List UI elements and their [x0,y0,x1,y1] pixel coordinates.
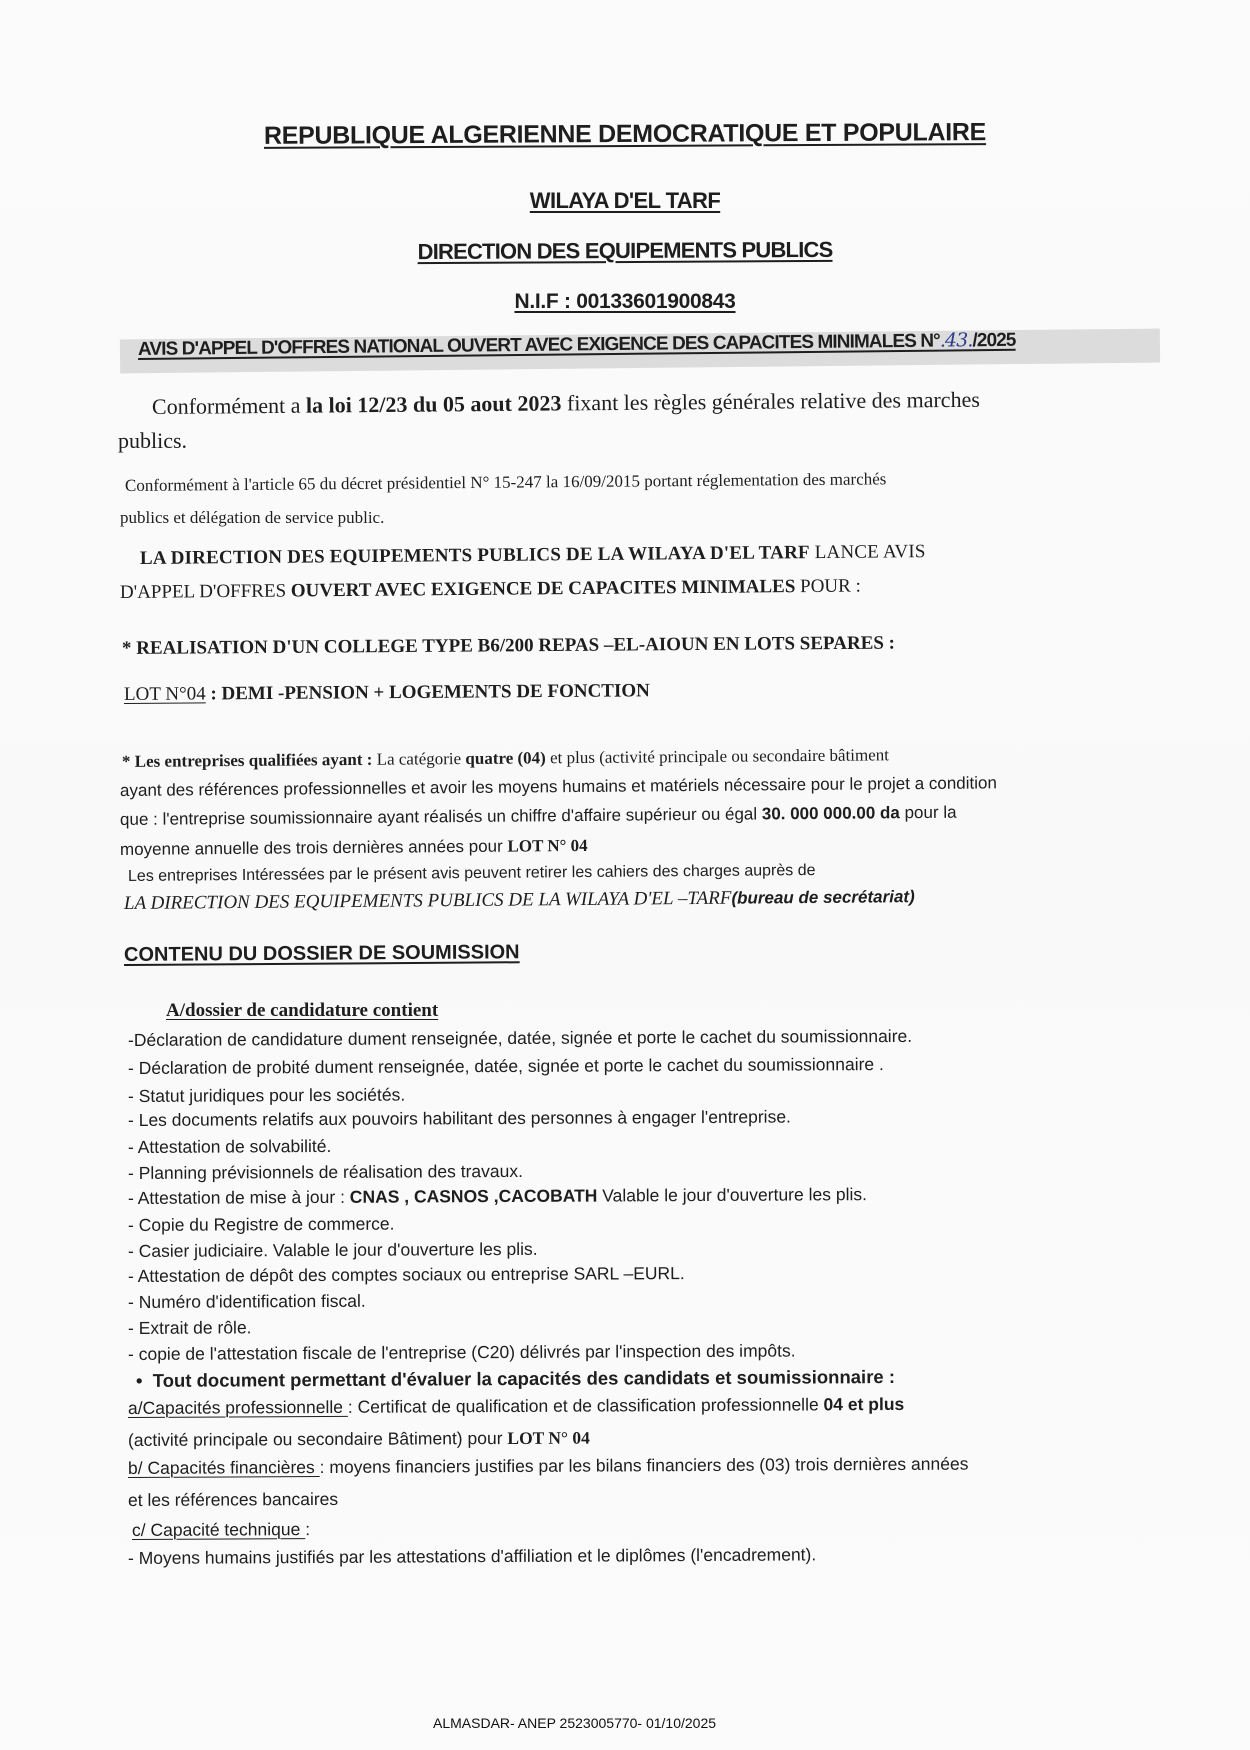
capacites-financieres-label: b/ Capacités financières [127,1456,320,1478]
retirer-address-direction: LA DIRECTION DES EQUIPEMENTS PUBLICS DE LA WILAYA D'EL –TARF [123,887,732,914]
list-item: - Extrait de rôle. [127,1317,252,1338]
bullet-icon: • [135,1369,153,1391]
qualification-post: et plus (activité principale ou secondaire bâtiment [545,745,890,768]
list-item: - copie de l'attestation fiscale de l'entreprise (C20) délivrés par l'inspection des impôts. [127,1340,796,1364]
capacites-professionnelle-label: a/Capacités professionnelle [127,1396,348,1418]
header-nif: N.I.F : 00133601900843 [514,290,736,313]
mise-a-jour-pre: - Attestation de mise à jour : [127,1186,350,1208]
list-item-mise-a-jour [128,1184,867,1209]
list-item: - Copie du Registre de commerce. [127,1213,395,1235]
qualification-line1 [122,745,889,772]
qualification-line4 [120,836,588,860]
capacite-technique-colon: : [305,1519,311,1540]
tout-document-line [136,1366,895,1392]
qualification-amount: 30. 000 000.00 da [761,803,900,824]
list-item: - Attestation de dépôt des comptes sociaux ou entreprise SARL –EURL. [127,1263,685,1286]
retirer-address [124,886,915,915]
footer-source: ALMASDAR- ANEP 2523005770- 01/10/2025 [433,1715,717,1731]
intro-law-cont: publics. [118,428,188,453]
capacites-professionnelle-lot: LOT N° 04 [507,1427,590,1449]
qualification-label: * Les entreprises qualifiées ayant : [121,749,377,771]
lance-line1 [140,541,926,570]
capacites-professionnelle-l2-pre: (activité principale ou secondaire Bâtiment) pour [127,1428,508,1450]
qualification-l4-pre: moyenne annuelle des trois dernières années pour [119,836,508,859]
project-title: * REALISATION D'UN COLLEGE TYPE B6/200 REPAS –EL-AIOUN EN LOTS SEPARES : [121,632,896,659]
contenu-title: CONTENU DU DOSSIER DE SOUMISSION [123,941,520,966]
list-item: - Numéro d'identification fiscal. [127,1290,366,1312]
capacite-technique-label: c/ Capacité technique [131,1519,306,1540]
lot-line [124,680,650,706]
tout-document-text: Tout document permettant d'évaluer la capacités des candidats et soumissionnaire : [152,1366,896,1391]
qualification-l3-pre: que : l'entreprise soumissionnaire ayant réalisés un chiffre d'affaire supérieur ou égal [119,804,762,829]
header-direction: DIRECTION DES EQUIPEMENTS PUBLICS [417,236,833,265]
dossier-candidature-title: A/dossier de candidature contient [166,1000,439,1021]
lot-label: LOT N°04 [123,683,206,705]
intro-law-post: fixant les règles générales relative des marches [561,386,980,416]
qualification-l3-post: pour la [899,802,957,823]
list-item: - Planning prévisionnels de réalisation des travaux. [127,1160,523,1183]
capacites-professionnelle-line2 [128,1428,590,1451]
capacites-financieres-text: : moyens financiers justifies par les bilans financiers des (03) trois dernières années [319,1453,969,1477]
lance-line2 [120,576,861,604]
avis-title-prefix: AVIS D'APPEL D'OFFRES NATIONAL OUVERT AVEC EXIGENCE DES CAPACITES MINIMALES N° [137,330,940,360]
intro-law-line [152,387,980,420]
lance2-pre: D'APPEL D'OFFRES [119,580,291,603]
qualification-lot: LOT N° 04 [507,835,588,856]
list-item: - Attestation de solvabilité. [127,1135,332,1157]
qualification-pre: La catégorie [376,749,466,769]
list-item: - Statut juridiques pour les sociétés. [127,1084,406,1106]
capacites-professionnelle-line1 [128,1394,904,1419]
lot-desc: : DEMI -PENSION + LOGEMENTS DE FONCTION [205,680,650,705]
capacites-financieres-line1 [128,1454,969,1479]
header-republic: REPUBLIQUE ALGERIENNE DEMOCRATIQUE ET POPULAIRE [263,118,987,150]
lance2-post: POUR : [795,575,861,598]
retirer-address-office: (bureau de secrétariat) [731,887,915,908]
avis-number-handwritten: .43. [939,329,973,352]
retirer-line: Les entreprises Intéressées par le présent avis peuvent retirer les cahiers des charges auprès de [127,862,816,885]
intro-decret-line1: Conformément à l'article 65 du décret présidentiel N° 15-247 la 16/09/2015 portant réglementation des marchés [124,469,887,495]
capacites-professionnelle-text: : Certificat de qualification et de classification professionnelle [347,1394,824,1417]
capacites-professionnelle-category: 04 et plus [823,1393,905,1415]
qualification-category: quatre (04) [465,748,546,769]
lance-bold: LA DIRECTION DES EQUIPEMENTS PUBLICS DE LA WILAYA D'EL TARF [139,542,810,569]
intro-law-ref: la loi 12/23 du 05 aout 2023 [305,390,562,418]
mise-a-jour-post: Valable le jour d'ouverture les plis. [597,1184,867,1206]
list-item: -Déclaration de candidature dument renseignée, datée, signée et porte le cachet du soumissionnaire. [127,1025,913,1050]
header-wilaya: WILAYA D'EL TARF [529,188,721,213]
lance-post: LANCE AVIS [809,541,926,564]
lance2-bold: OUVERT AVEC EXIGENCE DE CAPACITES MINIMALES [290,576,796,602]
capacite-technique-item: - Moyens humains justifiés par les attestations d'affiliation et le diplômes (l'encadrement). [127,1544,817,1568]
intro-law-pre: Conformément a [151,392,307,419]
list-item: - Casier judiciaire. Valable le jour d'ouverture les plis. [127,1238,538,1261]
intro-decret-line2: publics et délégation de service public. [120,508,385,527]
list-item: - Les documents relatifs aux pouvoirs habilitant des personnes à engager l'entreprise. [127,1106,791,1130]
qualification-line2: ayant des références professionnelles et avoir les moyens humains et matériels nécessaire pour le projet a condition [119,773,997,800]
capacite-technique-title [132,1519,310,1541]
mise-a-jour-organismes: CNAS , CASNOS ,CACOBATH [349,1185,598,1207]
qualification-line3 [120,803,957,830]
list-item: - Déclaration de probité dument renseignée, datée, signée et porte le cachet du soumissionnaire . [127,1054,884,1078]
capacites-financieres-line2: et les références bancaires [127,1488,339,1510]
avis-title-suffix: /2025 [972,329,1016,352]
